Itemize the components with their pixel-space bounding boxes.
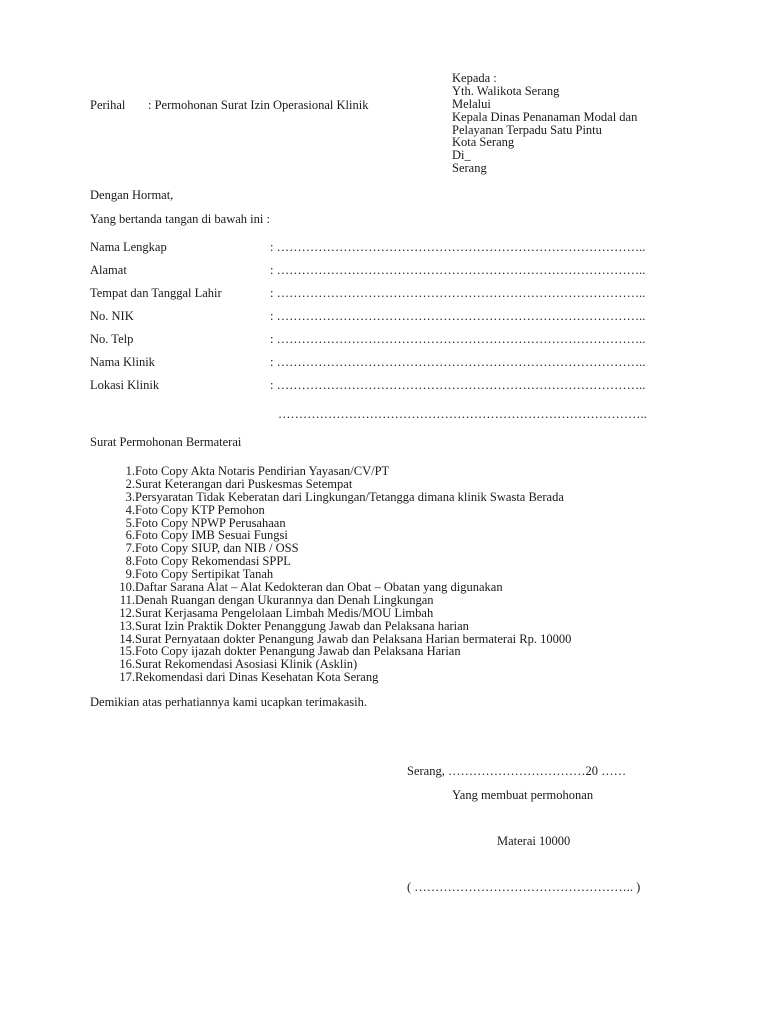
recipient-line: Serang bbox=[452, 161, 487, 176]
list-item-text: Foto Copy NPWP Perusahaan bbox=[135, 515, 286, 530]
list-item-text: Surat Rekomendasi Asosiasi Klinik (Asklin) bbox=[135, 657, 358, 672]
list-item-number: 14. bbox=[119, 631, 135, 646]
field-value-telp: : …………………………………………………………………………….. bbox=[270, 332, 646, 346]
list-item-text: Surat Kerjasama Pengelolaan Limbah Medis/MOU Limbah bbox=[135, 605, 434, 620]
recipient-line: Kepada : bbox=[452, 71, 497, 85]
field-label-nik: No. NIK bbox=[90, 309, 134, 323]
list-item bbox=[112, 491, 571, 504]
list-item-text: Surat Izin Praktik Dokter Penanggung Jawab dan Pelaksana harian bbox=[135, 618, 469, 633]
list-item-text: Foto Copy IMB Sesuai Fungsi bbox=[135, 528, 288, 543]
recipient-line: Pelayanan Terpadu Satu Pintu bbox=[452, 122, 602, 137]
list-item-number: 15. bbox=[119, 644, 135, 659]
field-value-alamat: : …………………………………………………………………………….. bbox=[270, 263, 646, 277]
list-item-number: 12. bbox=[119, 605, 135, 620]
list-item-number: 10. bbox=[119, 580, 135, 595]
list-item-text: Foto Copy SIUP, dan NIB / OSS bbox=[135, 541, 299, 556]
list-item-text: Foto Copy Akta Notaris Pendirian Yayasan/CV/PT bbox=[135, 464, 390, 478]
list-item bbox=[112, 620, 571, 633]
list-item-text: Surat Keterangan dari Puskesmas Setempat bbox=[135, 476, 353, 491]
field-label-nama-lengkap: Nama Lengkap bbox=[90, 240, 167, 254]
list-item bbox=[112, 607, 571, 620]
perihal-value: : Permohonan Surat Izin Operasional Klinik bbox=[148, 98, 369, 112]
list-item-text: Rekomendasi dari Dinas Kesehatan Kota Serang bbox=[135, 670, 379, 685]
list-item-text: Foto Copy Sertipikat Tanah bbox=[135, 567, 274, 582]
list-item-number: 9. bbox=[125, 567, 135, 582]
list-item-number: 3. bbox=[125, 489, 135, 504]
list-item-number: 16. bbox=[119, 657, 135, 672]
recipient-block bbox=[452, 72, 637, 175]
list-item-text: Foto Copy KTP Pemohon bbox=[135, 502, 265, 517]
list-item-number: 7. bbox=[125, 541, 135, 556]
signature-name-line: ( …………………………………………….. ) bbox=[407, 880, 641, 894]
field-value-tempat-tanggal-lahir: : …………………………………………………………………………….. bbox=[270, 286, 646, 300]
requirements-title: Surat Permohonan Bermaterai bbox=[90, 435, 242, 449]
list-item-number: 13. bbox=[119, 618, 135, 633]
list-item bbox=[112, 504, 571, 517]
list-item-text: Denah Ruangan dengan Ukurannya dan Denah Lingkungan bbox=[135, 592, 434, 607]
stamp-duty-note: Materai 10000 bbox=[497, 834, 571, 848]
list-item-number: 1. bbox=[125, 464, 135, 478]
list-item-text: Foto Copy ijazah dokter Penangung Jawab dan Pelaksana Harian bbox=[135, 644, 461, 659]
field-label-nama-klinik: Nama Klinik bbox=[90, 355, 155, 369]
list-item-number: 4. bbox=[125, 502, 135, 517]
field-label-telp: No. Telp bbox=[90, 332, 134, 346]
recipient-line: Melalui bbox=[452, 96, 491, 111]
list-item-text: Daftar Sarana Alat – Alat Kedokteran dan Obat – Obatan yang digunakan bbox=[135, 580, 503, 595]
recipient-line: Di_ bbox=[452, 148, 471, 163]
recipient-line: Kepala Dinas Penanaman Modal dan bbox=[452, 109, 638, 124]
closing-text: Demikian atas perhatiannya kami ucapkan terimakasih. bbox=[90, 695, 367, 709]
field-value-lokasi-klinik-continued: …………………………………………………………………………….. bbox=[278, 407, 647, 421]
list-item-number: 8. bbox=[125, 554, 135, 569]
requirements-list bbox=[112, 465, 571, 684]
list-item-number: 17. bbox=[119, 670, 135, 685]
field-value-lokasi-klinik: : …………………………………………………………………………….. bbox=[270, 378, 646, 392]
field-label-lokasi-klinik: Lokasi Klinik bbox=[90, 378, 160, 392]
recipient-line: Kota Serang bbox=[452, 135, 515, 150]
field-value-nama-klinik: : …………………………………………………………………………….. bbox=[270, 355, 646, 369]
list-item-text: Persyaratan Tidak Keberatan dari Lingkungan/Tetangga dimana klinik Swasta Berada bbox=[135, 489, 564, 504]
list-item bbox=[112, 581, 571, 594]
list-item bbox=[112, 594, 571, 607]
field-value-nik: : …………………………………………………………………………….. bbox=[270, 309, 646, 323]
list-item-number: 2. bbox=[125, 476, 135, 491]
list-item-number: 6. bbox=[125, 528, 135, 543]
list-item-number: 5. bbox=[125, 515, 135, 530]
list-item bbox=[112, 671, 571, 684]
perihal-label: Perihal bbox=[90, 98, 126, 112]
greeting: Dengan Hormat, bbox=[90, 188, 174, 202]
list-item-text: Surat Pernyataan dokter Penangung Jawab dan Pelaksana Harian bermaterai Rp. 10000 bbox=[135, 631, 572, 646]
list-item-number: 11. bbox=[119, 592, 135, 607]
field-label-alamat: Alamat bbox=[90, 263, 127, 277]
recipient-line: Yth. Walikota Serang bbox=[452, 83, 560, 98]
intro-text: Yang bertanda tangan di bawah ini : bbox=[90, 212, 270, 226]
list-item bbox=[112, 465, 571, 478]
list-item-text: Foto Copy Rekomendasi SPPL bbox=[135, 554, 291, 569]
place-date: Serang, ……………………………20 …… bbox=[407, 764, 627, 778]
applicant-caption: Yang membuat permohonan bbox=[452, 788, 594, 802]
field-label-tempat-tanggal-lahir: Tempat dan Tanggal Lahir bbox=[90, 286, 222, 300]
list-item bbox=[112, 478, 571, 491]
field-value-nama-lengkap: : …………………………………………………………………………….. bbox=[270, 240, 646, 254]
